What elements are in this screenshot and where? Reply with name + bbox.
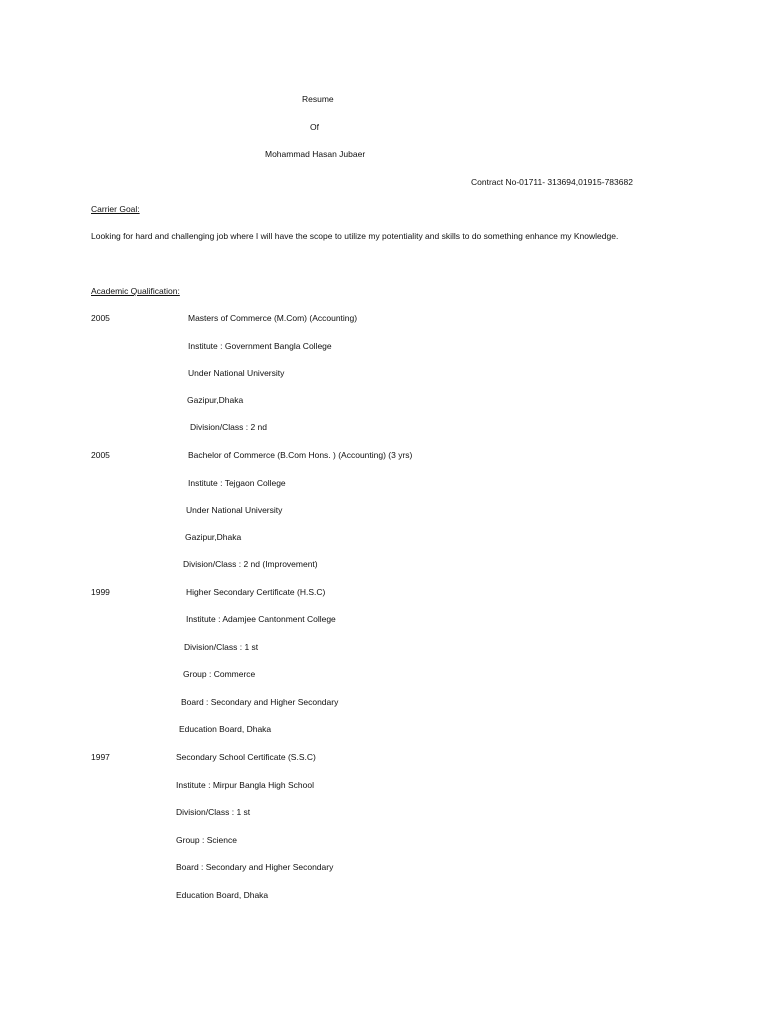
academic-qualification-heading: Academic Qualification:: [91, 286, 180, 296]
entry-university: Under National University: [186, 505, 283, 515]
entry-division: Division/Class : 2 nd (Improvement): [183, 559, 318, 569]
entry-institute: Institute : Adamjee Cantonment College: [186, 614, 336, 624]
entry-year: 1999: [91, 587, 110, 597]
entry-location: Gazipur,Dhaka: [185, 532, 242, 542]
entry-institute: Institute : Tejgaon College: [188, 478, 286, 488]
career-goal-text: Looking for hard and challenging job where I will have the scope to utilize my potentiality and skills to do something enhance my Knowledge.: [91, 231, 619, 241]
entry-group: Group : Science: [176, 835, 237, 845]
resume-title: Resume: [302, 94, 334, 104]
entry-year: 2005: [91, 450, 110, 460]
entry-institute: Institute : Mirpur Bangla High School: [176, 780, 314, 790]
entry-division: Division/Class : 1 st: [176, 807, 251, 817]
entry-board-name: Education Board, Dhaka: [179, 724, 272, 734]
entry-year: 1997: [91, 752, 110, 762]
entry-degree: Secondary School Certificate (S.S.C): [176, 752, 316, 762]
entry-location: Gazipur,Dhaka: [187, 395, 244, 405]
entry-institute: Institute : Government Bangla College: [188, 341, 332, 351]
entry-division: Division/Class : 2 nd: [190, 422, 268, 432]
entry-degree: Higher Secondary Certificate (H.S.C): [186, 587, 326, 597]
candidate-name: Mohammad Hasan Jubaer: [265, 149, 366, 159]
contact-number: Contract No-01711- 313694,01915-783682: [471, 177, 633, 187]
entry-group: Group : Commerce: [183, 669, 256, 679]
entry-board: Board : Secondary and Higher Secondary: [181, 697, 339, 707]
entry-degree: Masters of Commerce (M.Com) (Accounting): [188, 313, 358, 323]
entry-year: 2005: [91, 313, 110, 323]
entry-degree: Bachelor of Commerce (B.Com Hons. ) (Accounting) (3 yrs): [188, 450, 413, 460]
resume-of: Of: [310, 122, 319, 132]
career-goal-heading: Carrier Goal:: [91, 204, 140, 214]
entry-division: Division/Class : 1 st: [184, 642, 259, 652]
entry-board: Board : Secondary and Higher Secondary: [176, 862, 334, 872]
entry-board-name: Education Board, Dhaka: [176, 890, 269, 900]
entry-university: Under National University: [188, 368, 285, 378]
